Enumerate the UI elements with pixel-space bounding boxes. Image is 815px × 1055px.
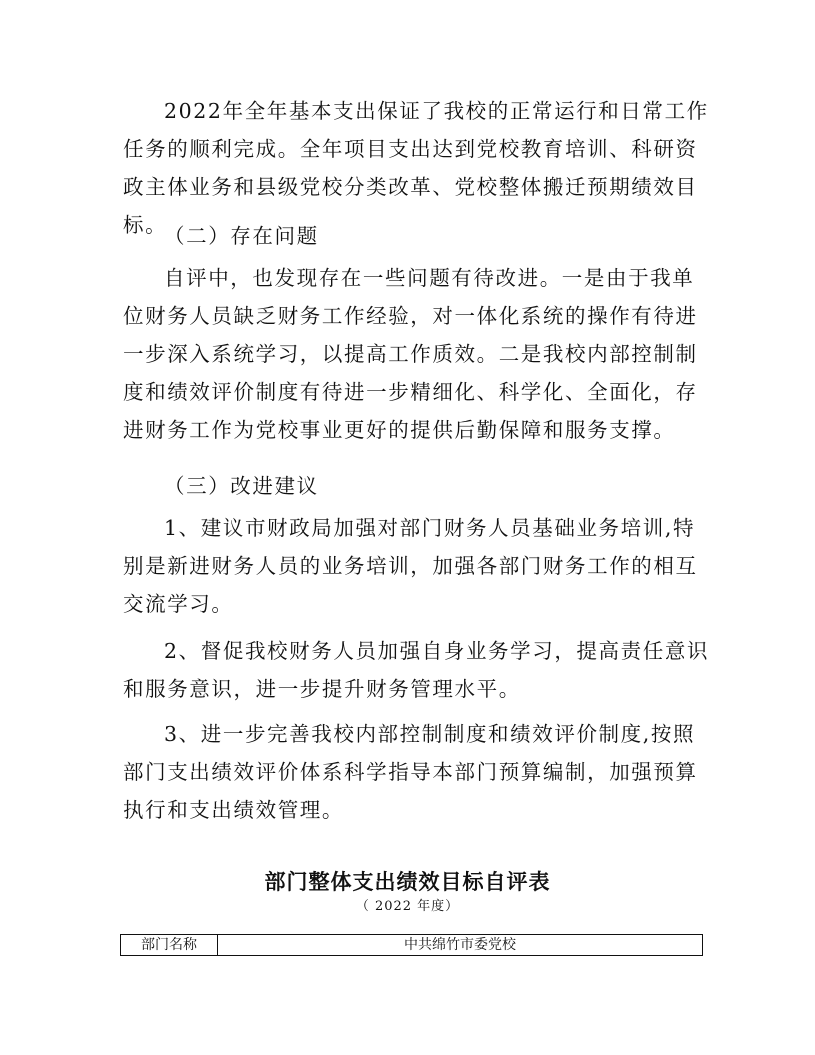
table-row — [121, 935, 703, 956]
paragraph-summary: 2022年全年基本支出保证了我校的正常运行和日常工作任务的顺利完成。全年项目支出达到党校教育培训、科研资政主体业务和县级党校分类改革、党校整体搬迁预期绩效目标。 — [123, 99, 709, 237]
section-heading-suggestions: （三）改进建议 — [164, 474, 319, 498]
section-heading-problems: （二）存在问题 — [164, 224, 319, 248]
paragraph-suggestion-3: 3、进一步完善我校内部控制制度和绩效评价制度,按照部门支出绩效评价体系科学指导本部门预算编制，加强预算执行和支出绩效管理。 — [123, 722, 698, 822]
department-name-label: 部门名称 — [121, 935, 218, 956]
evaluation-table — [120, 934, 703, 956]
paragraph-problems: 自评中，也发现存在一些问题有待改进。一是由于我单位财务人员缺乏财务工作经验，对一体化系统的操作有待进一步深入系统学习，以提高工作质效。二是我校内部控制制度和绩效评价制度有待进一步精细化、科学化、全面化，存进财务工作为党校事业更好的提供后勤保障和服务支撑。 — [123, 266, 698, 442]
table-title: 部门整体支出绩效目标自评表 — [264, 870, 551, 894]
table-subtitle: （ 2022 年度） — [355, 899, 460, 914]
paragraph-suggestion-1: 1、建议市财政局加强对部门财务人员基础业务培训,特别是新进财务人员的业务培训，加强各部门财务工作的相互交流学习。 — [123, 516, 698, 616]
department-name-value: 中共绵竹市委党校 — [218, 935, 703, 956]
paragraph-suggestion-2: 2、督促我校财务人员加强自身业务学习，提高责任意识和服务意识，进一步提升财务管理水平。 — [123, 639, 710, 701]
